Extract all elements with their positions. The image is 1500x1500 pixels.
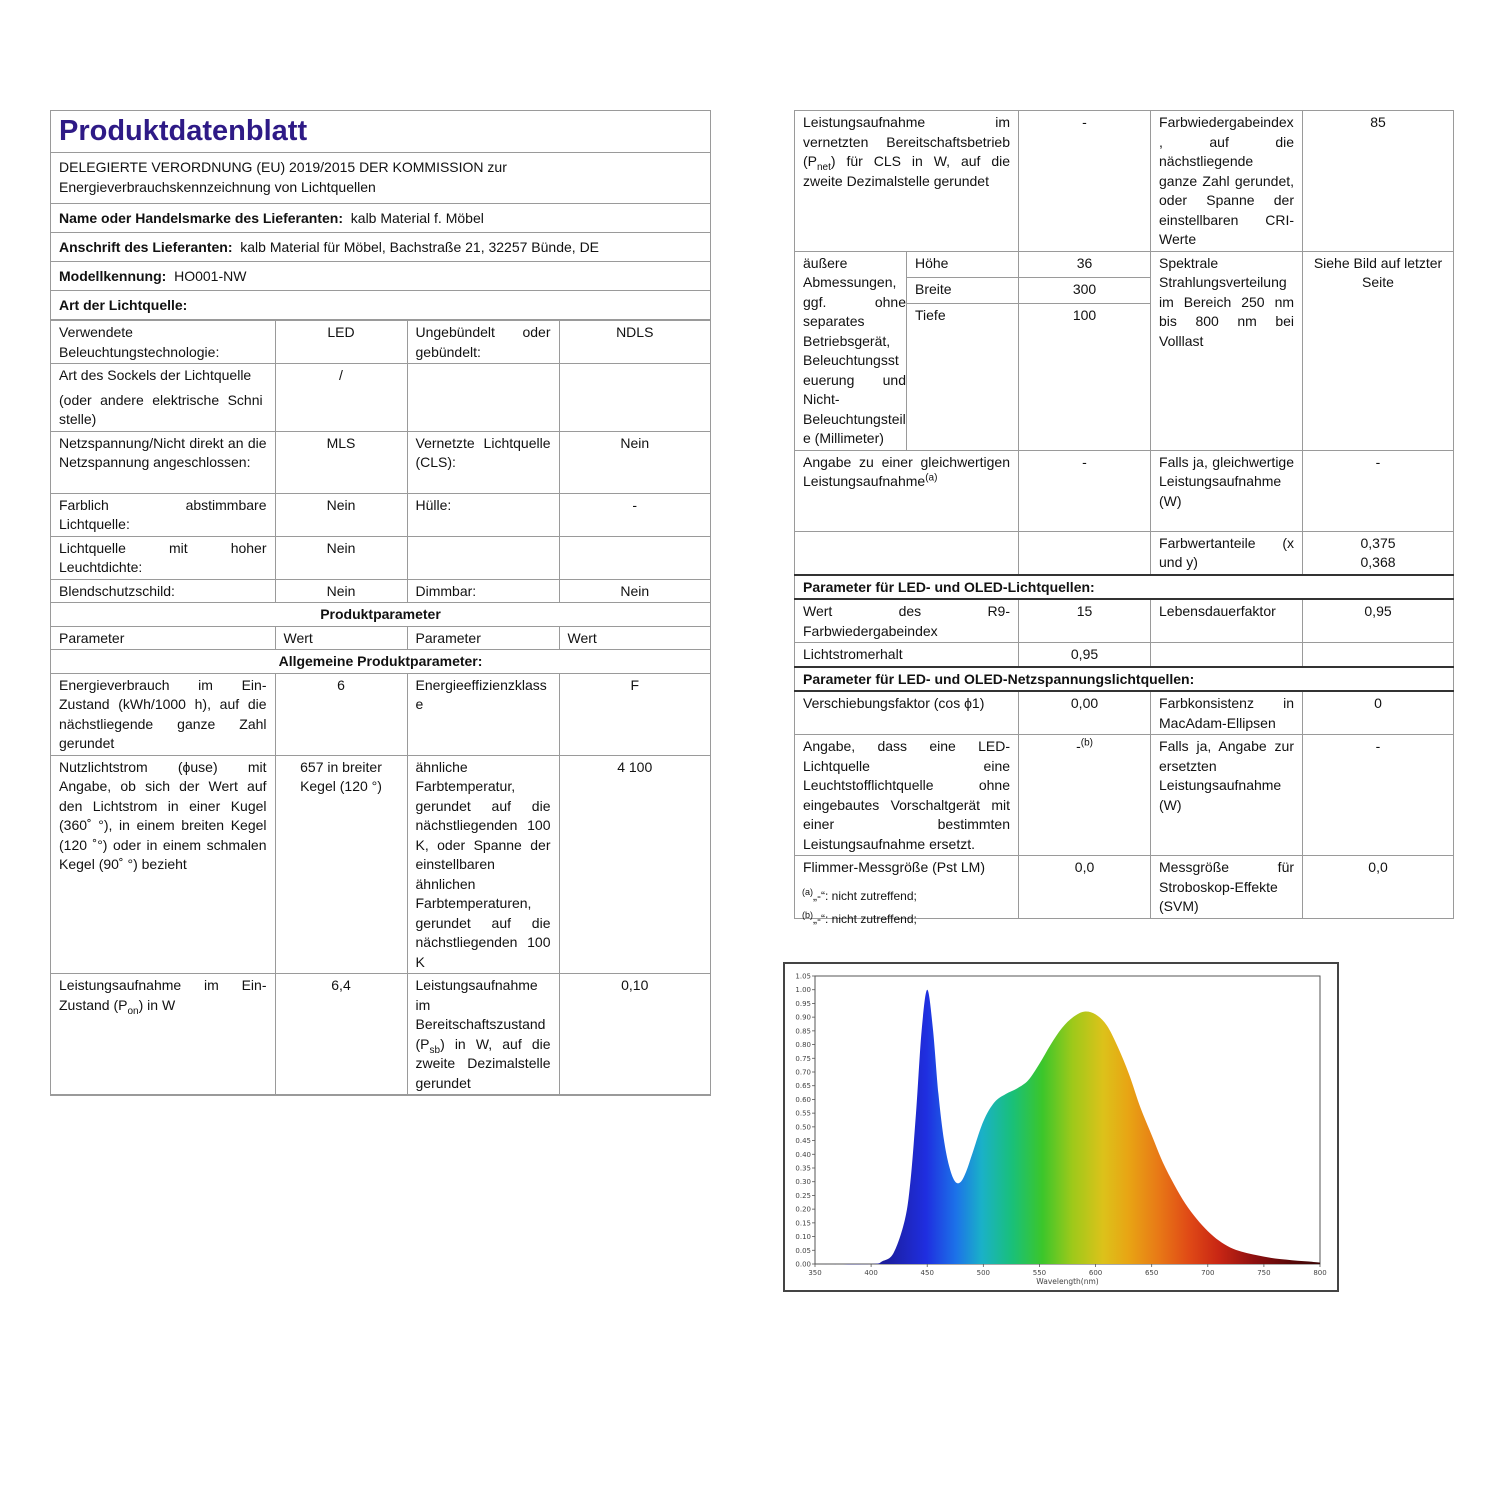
cell-cls-label: Vernetzte Lichtquelle (CLS): [407,431,559,493]
address-value: kalb Material für Möbel, Bachstraße 21, 32257 Bünde, DE [240,239,600,255]
cell-empty [559,536,710,579]
cell-equivalent-power-value: - [1019,450,1151,531]
networked-standby-subscript: net [817,161,831,173]
cell-cct-label: ähnliche Farbtemperatur, gerundet auf die nächstliegenden 100 K, oder Spanne der einstellbaren ähnlichen Farbtemperaturen, gerundet auf die nächstliegenden 100 K [407,755,559,974]
cell-cri-label: Farbwiedergabeindex, auf die nächstliegende ganze Zahl gerundet, oder Spanne der einstellbaren CRI-Werte [1151,111,1303,252]
y-tick-label: 0.40 [795,1150,811,1159]
cell-cls-value: Nein [559,431,710,493]
model-value: HO001-NW [174,268,247,284]
cell-technology-label: Verwendete Beleuchtungstechnologie: [51,321,275,364]
col-header-parameter-2: Parameter [407,626,559,650]
cell-empty [407,536,559,579]
supplier-row [51,204,710,233]
cell-chromaticity-value [1303,531,1454,575]
cell-r9-label: Wert des R9-Farbwiedergabeindex [795,599,1019,643]
address-row [51,233,710,262]
footnote-a [802,885,917,908]
y-tick-label: 0.60 [795,1095,811,1104]
cell-replacement-label: Angabe, dass eine LED-Lichtquelle eine Leuchtstofflichtquelle ohne eingebautes Vorschaltgerät mit einer bestimmten Leistungsaufnahme ersetzt. [795,735,1019,856]
cell-antiglare-label: Blendschutzschild: [51,579,275,603]
cell-energy-consumption-label: Energieverbrauch im Ein-Zustand (kWh/1000 h), auf die nächstliegende ganze Zahl gerundet [51,673,275,755]
cell-mains-value: MLS [275,431,407,493]
cell-spectral-label: Spektrale Strahlungsverteilung im Bereich 250 nm bis 800 nm bei Volllast [1151,251,1303,450]
y-tick-label: 0.75 [795,1054,811,1063]
cell-empty [1019,531,1151,575]
cell-cap-label [51,364,275,432]
regulation-text: DELEGIERTE VERORDNUNG (EU) 2019/2015 DER KOMMISSION zur Energieverbrauchskennzeichnung von Lichtquellen [51,153,710,204]
col-header-parameter: Parameter [51,626,275,650]
cell-technology-value: LED [275,321,407,364]
section-product-parameters: Produktparameter [51,603,710,627]
chromaticity-x: 0,375 [1360,534,1396,551]
x-tick-label: 400 [864,1269,878,1277]
cell-luminous-flux-value: 657 in breiter Kegel (120 °) [275,755,407,974]
cell-replacement-value [1019,735,1151,856]
light-source-type-row [51,291,710,320]
cap-label-line1: Art des Sockels der Lichtquelle [59,367,252,383]
col-header-value: Wert [275,626,407,650]
table-row [51,321,710,364]
footnote-b-marker: (b) [1080,737,1093,749]
y-tick-label: 0.25 [795,1191,811,1200]
cell-luminous-flux-label: Nutzlichtstrom (ϕuse) mit Angabe, ob sich der Wert auf den Lichtstrom in einer Kugel (360˚ °), in einem breiten Kegel (120 ˚°) oder in einem schmalen Kegel (90˚ °) bezieht [51,755,275,974]
cell-stroboscopic-value: 0,0 [1303,856,1454,919]
x-tick-label: 550 [1032,1269,1047,1277]
light-source-type-label: Art der Lichtquelle: [59,297,188,313]
table-row [51,579,710,603]
table-row [51,431,710,493]
left-grid-wrap [51,320,710,1095]
x-tick-label: 500 [976,1269,991,1277]
cell-dimensions-label: äußere Abmessungen, ggf. ohne separates Betriebsgerät, Beleuchtungssteuerung und Nicht-Beleuchtungsteile (Millimeter) [795,251,907,450]
cell-empty [1151,643,1303,667]
chromaticity-y: 0,368 [1360,554,1396,570]
cell-mains-label: Netzspannung/Nicht direkt an die Netzspannung angeschlossen: [51,431,275,493]
y-tick-label: 0.55 [795,1109,811,1118]
footnote-a-text: „-“: nicht zutreffend; [813,889,917,903]
table-row [51,974,710,1095]
cell-directional-value: NDLS [559,321,710,364]
cell-networked-standby-value: - [1019,111,1151,252]
table-row [795,735,1454,856]
spectrum-svg [785,964,1337,1290]
footnote-b-text: „-“: nicht zutreffend; [813,912,917,926]
table-row [795,251,1454,277]
cell-width-label: Breite [907,277,1019,303]
y-tick-label: 1.00 [795,986,811,995]
cell-empty [795,531,1019,575]
col-header-value-2: Wert [559,626,710,650]
table-row [795,643,1454,667]
x-tick-label: 450 [920,1269,934,1277]
table-row [795,599,1454,643]
footnote-b [802,908,917,931]
y-tick-label: 0.15 [795,1219,811,1228]
cell-networked-standby-label [795,111,1019,252]
cell-flicker-value: 0,0 [1019,856,1151,919]
table-row [795,667,1454,692]
table-row [51,755,710,974]
cell-height-value: 36 [1019,251,1151,277]
cell-stroboscopic-label: Messgröße für Stroboskop-Effekte (SVM) [1151,856,1303,919]
product-data-sheet-left [50,110,711,1096]
page-title: Produktdatenblatt [51,111,710,153]
cell-chromaticity-label: Farbwertanteile (x und y) [1151,531,1303,575]
cell-depth-value: 100 [1019,303,1151,450]
cell-survival-factor-value: 0,95 [1303,599,1454,643]
x-tick-label: 800 [1313,1269,1327,1277]
x-tick-label: 700 [1201,1269,1215,1277]
cell-lumen-maintenance-label: Lichtstromerhalt [795,643,1019,667]
model-row [51,262,710,291]
cell-depth-label: Tiefe [907,303,1019,450]
cell-lumen-maintenance-value: 0,95 [1019,643,1151,667]
table-row [51,364,710,432]
cell-envelope-value: - [559,493,710,536]
cell-dimmable-label: Dimmbar: [407,579,559,603]
cell-on-power-label [51,974,275,1095]
model-label: Modellkennung: [59,268,167,284]
cell-displacement-factor-label: Verschiebungsfaktor (cos ϕ1) [795,691,1019,735]
section-general-parameters: Allgemeine Produktparameter: [51,650,710,674]
y-tick-label: 0.70 [795,1068,811,1077]
cell-color-consistency-value: 0 [1303,691,1454,735]
cell-height-label: Höhe [907,251,1019,277]
cell-equivalent-power-w-value: - [1303,450,1454,531]
table-row [795,691,1454,735]
spectral-distribution-chart [783,962,1339,1292]
y-tick-label: 0.95 [795,999,811,1008]
networked-standby-text: Leistungsaufnahme im vernetzten Bereitschaftsbetrieb (P [803,114,1011,169]
y-tick-label: 0.50 [795,1123,811,1132]
spectrum-area [815,990,1320,1264]
footnote-b-mark: (b) [802,910,813,920]
cell-cap-value: / [275,364,407,432]
x-tick-label: 350 [808,1269,822,1277]
y-tick-label: 0.45 [795,1137,811,1146]
replacement-dash: - [1076,738,1081,754]
table-row [51,650,710,674]
y-tick-label: 0.30 [795,1178,811,1187]
y-tick-label: 0.65 [795,1082,811,1091]
address-label: Anschrift des Lieferanten: [59,239,233,255]
cell-cri-value: 85 [1303,111,1454,252]
y-tick-label: 0.90 [795,1013,811,1022]
y-tick-label: 0.85 [795,1027,811,1036]
cell-standby-power-value: 0,10 [559,974,710,1095]
y-tick-label: 0.20 [795,1205,811,1214]
supplier-label: Name oder Handelsmarke des Lieferanten: [59,210,343,226]
cell-color-consistency-label: Farbkonsistenz in MacAdam-Ellipsen [1151,691,1303,735]
right-parameter-table [794,110,1454,919]
y-tick-label: 0.00 [795,1260,811,1269]
footnote-a-marker: (a) [925,472,938,484]
cell-envelope-label: Hülle: [407,493,559,536]
cell-on-power-value: 6,4 [275,974,407,1095]
cell-spectral-value: Siehe Bild auf letzter Seite [1303,251,1454,450]
left-parameter-table [51,320,710,1095]
on-power-text: Leistungsaufnahme im Ein-Zustand (P [59,977,267,1013]
y-tick-label: 0.80 [795,1041,811,1050]
y-tick-label: 0.35 [795,1164,811,1173]
table-row [795,575,1454,600]
table-row [795,531,1454,575]
cell-empty [559,364,710,432]
cell-high-luminance-label: Lichtquelle mit hoher Leuchtdichte: [51,536,275,579]
cap-label-line2: (oder andere elektrische Schni stelle) [59,391,267,427]
cell-tunable-label: Farblich abstimmbare Lichtquelle: [51,493,275,536]
cell-high-luminance-value: Nein [275,536,407,579]
table-row [51,603,710,627]
cell-replaced-power-label: Falls ja, Angabe zur ersetzten Leistungsaufnahme (W) [1151,735,1303,856]
supplier-value: kalb Material f. Möbel [350,210,484,226]
cell-antiglare-value: Nein [275,579,407,603]
cell-survival-factor-label: Lebensdauerfaktor [1151,599,1303,643]
table-row [795,450,1454,531]
section-led-parameters: Parameter für LED- und OLED-Lichtquellen: [795,575,1454,600]
table-row [795,111,1454,252]
standby-power-text: Leistungsaufnahme im Bereitschaftszustand (P [415,977,546,1052]
cell-tunable-value: Nein [275,493,407,536]
cell-standby-power-label [407,974,559,1095]
y-tick-label: 0.05 [795,1246,811,1255]
standby-power-subscript: sb [429,1044,441,1056]
cell-cct-value: 4 100 [559,755,710,974]
cell-replaced-power-value: - [1303,735,1454,856]
on-power-subscript: on [127,1005,139,1017]
y-tick-label: 1.05 [795,972,811,981]
x-axis-label: Wavelength(nm) [1036,1277,1099,1286]
on-power-unit: ) in W [138,996,176,1013]
product-data-sheet-right [794,110,1453,919]
table-row [51,536,710,579]
cell-efficiency-class-label: Energieeffizienzklasse [407,673,559,755]
cell-energy-consumption-value: 6 [275,673,407,755]
footnote-a-mark: (a) [802,887,813,897]
cell-r9-value: 15 [1019,599,1151,643]
x-tick-label: 600 [1088,1269,1103,1277]
cell-empty [407,364,559,432]
standby-power-unit: ) in W, auf die zweite Dezimalstelle gerundet [415,1035,551,1091]
cell-empty [1303,643,1454,667]
section-mains-parameters: Parameter für LED- und OLED-Netzspannungslichtquellen: [795,667,1454,692]
x-tick-label: 750 [1257,1269,1271,1277]
y-tick-label: 0.10 [795,1233,811,1242]
cell-flicker-label: Flimmer-Messgröße (Pst LM) [795,856,1019,919]
table-row [51,493,710,536]
footnotes [802,885,917,931]
cell-efficiency-class-value: F [559,673,710,755]
cell-width-value: 300 [1019,277,1151,303]
cell-equivalent-power-label [795,450,1019,531]
table-row [51,673,710,755]
cell-displacement-factor-value: 0,00 [1019,691,1151,735]
cell-directional-label: Ungebündelt oder gebündelt: [407,321,559,364]
cell-equivalent-power-w-label: Falls ja, gleichwertige Leistungsaufnahme (W) [1151,450,1303,531]
x-tick-label: 650 [1144,1269,1159,1277]
equivalent-power-text: Angabe zu einer gleichwertigen Leistungsaufnahme [803,453,1011,489]
table-row [51,626,710,650]
cell-dimmable-value: Nein [559,579,710,603]
networked-standby-unit: ) für CLS in W, auf die zweite Dezimalstelle gerundet [803,153,1011,189]
